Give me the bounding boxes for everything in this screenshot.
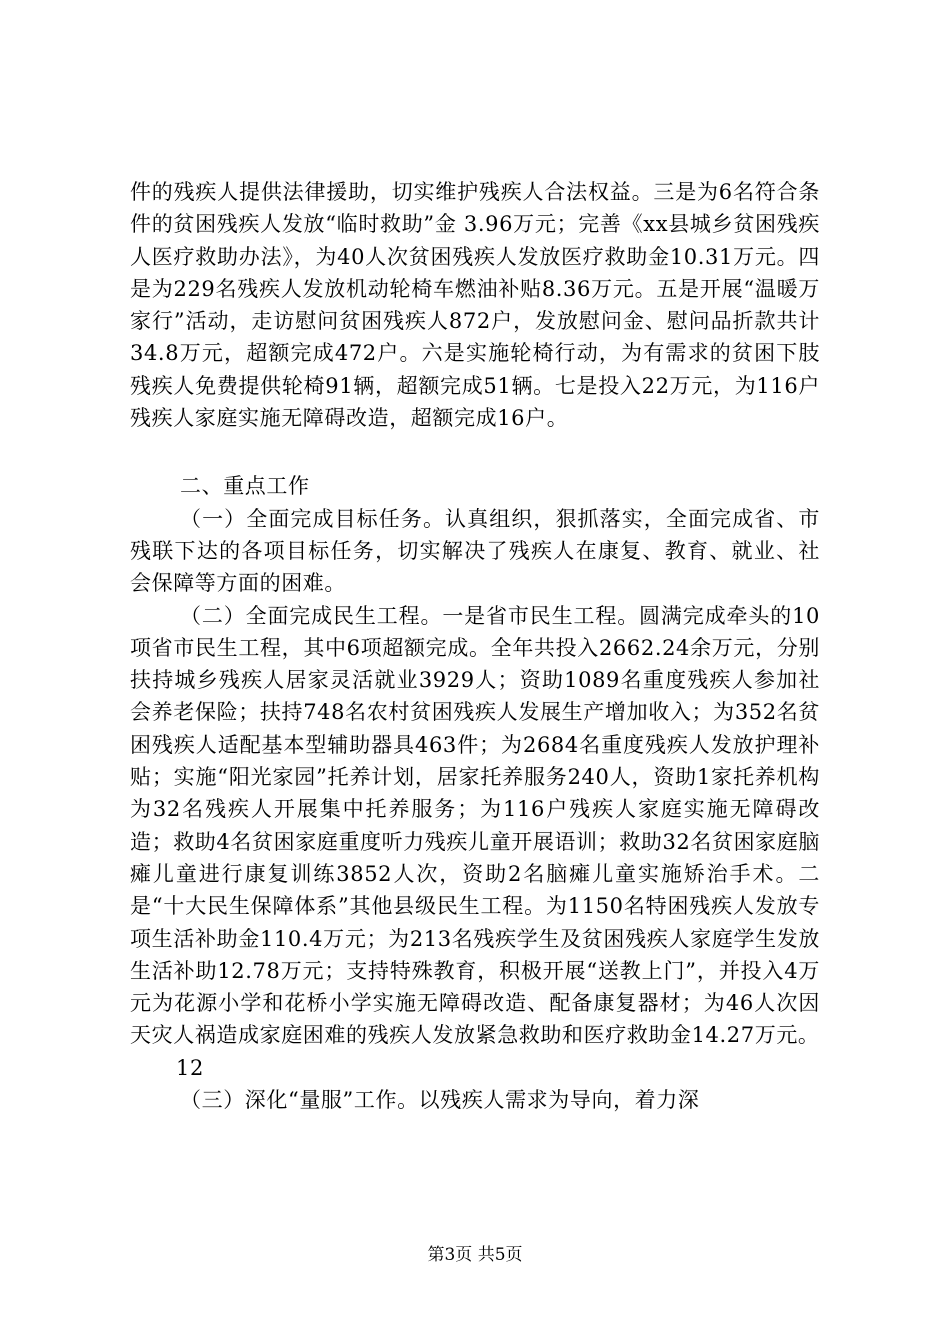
section-heading: 二、重点工作 — [180, 474, 310, 499]
paragraph-gap — [130, 434, 820, 470]
inline-page-marker: 12 — [176, 1055, 204, 1080]
paragraph-assistance-summary: 件的残疾人提供法律援助，切实维护残疾人合法权益。三是为6名符合条件的贫困残疾人发放“临时救助”金 3.96万元；完善《xx县城乡贫困残疾人医疗救助办法》，为40人次贫困残疾人发放医疗救助金10.31万元。四是为229名残疾人发放机动轮椅车燃油补贴8.36万元。五是开展“温暖万家行”活动，走访慰问贫困残疾人872户，发放慰问金、慰问品折款共计34.8万元，超额完成472户。六是实施轮椅行动，为有需求的贫困下肢残疾人免费提供轮椅91辆，超额完成51辆。七是投入22万元，为116户残疾人家庭实施无障碍改造，超额完成16户。 — [130, 180, 820, 431]
page-footer: 第3页 共5页 — [427, 1245, 523, 1265]
paragraph-livelihood-projects: （二）全面完成民生工程。一是省市民生工程。圆满完成牵头的10项省市民生工程，其中6项超额完成。全年共投入2662.24余万元，分别扶持城乡残疾人居家灵活就业3929人；资助1089名重度残疾人参加社会养老保险；扶持748名农村贫困残疾人发展生产增加收入；为352名贫困残疾人适配基本型辅助器具463件；为2684名重度残疾人发放护理补贴；实施“阳光家园”托养计划，居家托养服务240人，资助1家托养机构为32名残疾人开展集中托养服务；为116户残疾人家庭实施无障碍改造；救助4名贫困家庭重度听力残疾儿童开展语训；救助32名贫困家庭脑瘫儿童进行康复训练3852人次，资助2名脑瘫儿童实施矫治手术。二是“十大民生保障体系”其他县级民生工程。为1150名特困残疾人发放专项生活补助金110.4万元；为213名残疾学生及贫困残疾人家庭学生发放生活补助12.78万元；支持特殊教育，积极开展“送教上门”，并投入4万元为花源小学和花桥小学实施无障碍改造、配备康复器材；为46人次因天灾人祸造成家庭困难的残疾人发放紧急救助和医疗救助金14.27万元。 — [130, 603, 820, 1048]
paragraph-target-tasks: （一）全面完成目标任务。认真组织，狠抓落实，全面完成省、市残联下达的各项目标任务，切实解决了残疾人在康复、教育、就业、社会保障等方面的困难。 — [130, 506, 820, 596]
paragraph-service-work: （三）深化“量服”工作。以残疾人需求为导向，着力深 — [180, 1088, 700, 1113]
document-body — [130, 176, 820, 1116]
